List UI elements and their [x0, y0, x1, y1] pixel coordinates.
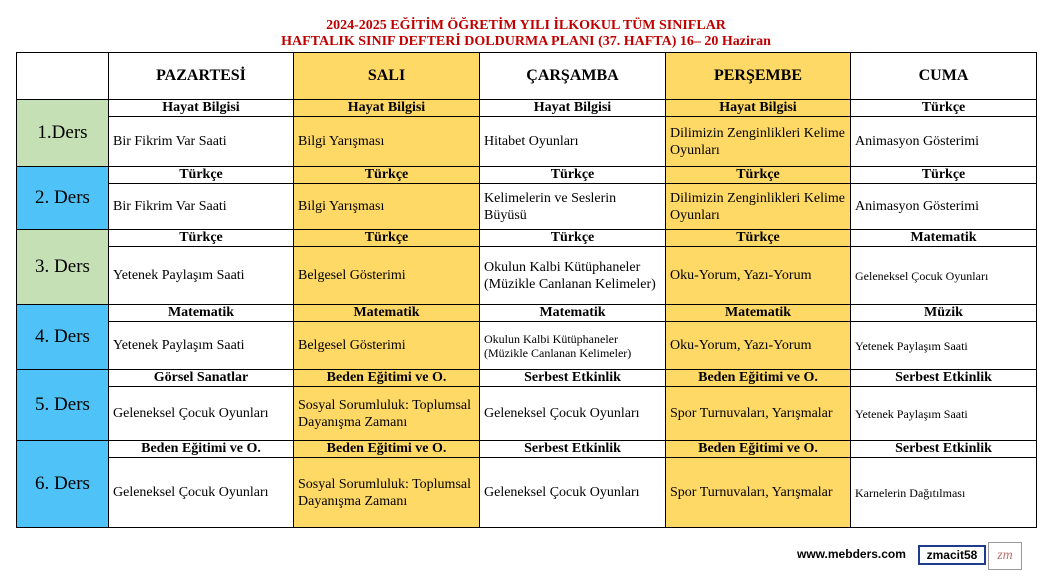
activity-cell: Geleneksel Çocuk Oyunları: [109, 458, 294, 528]
subject-cell: Beden Eğitimi ve O.: [666, 370, 851, 387]
subject-cell: Türkçe: [109, 230, 294, 247]
activity-cell: Bir Fikrim Var Saati: [109, 184, 294, 230]
activity-cell: Geleneksel Çocuk Oyunları: [851, 247, 1037, 305]
subject-row: [17, 441, 1037, 458]
activity-cell: Geleneksel Çocuk Oyunları: [480, 458, 666, 528]
activity-row: [17, 458, 1037, 528]
activity-cell: Yetenek Paylaşım Saati: [109, 322, 294, 370]
activity-cell: Bilgi Yarışması: [294, 117, 480, 167]
subject-cell: Beden Eğitimi ve O.: [294, 370, 480, 387]
subject-cell: Matematik: [851, 230, 1037, 247]
subject-cell: Hayat Bilgisi: [109, 100, 294, 117]
activity-cell: Sosyal Sorumluluk: Toplumsal Dayanışma Zamanı: [294, 458, 480, 528]
subject-cell: Matematik: [480, 305, 666, 322]
activity-cell: Oku-Yorum, Yazı-Yorum: [666, 247, 851, 305]
subject-cell: Türkçe: [851, 100, 1037, 117]
activity-cell: Spor Turnuvaları, Yarışmalar: [666, 458, 851, 528]
subject-row: [17, 370, 1037, 387]
activity-cell: Animasyon Gösterimi: [851, 184, 1037, 230]
corner-cell: [17, 53, 109, 100]
activity-cell: Belgesel Gösterimi: [294, 247, 480, 305]
subject-cell: Türkçe: [480, 167, 666, 184]
activity-cell: Belgesel Gösterimi: [294, 322, 480, 370]
activity-cell: Bilgi Yarışması: [294, 184, 480, 230]
subject-cell: Serbest Etkinlik: [480, 441, 666, 458]
activity-cell: Animasyon Gösterimi: [851, 117, 1037, 167]
subject-row: [17, 305, 1037, 322]
subject-cell: Görsel Sanatlar: [109, 370, 294, 387]
day-header-wednesday: ÇARŞAMBA: [480, 53, 666, 100]
activity-cell: Oku-Yorum, Yazı-Yorum: [666, 322, 851, 370]
activity-cell: Okulun Kalbi Kütüphaneler (Müzikle Canlanan Kelimeler): [480, 322, 666, 370]
subject-cell: Türkçe: [109, 167, 294, 184]
author-badge: zmacit58: [918, 545, 986, 565]
subject-cell: Türkçe: [480, 230, 666, 247]
activity-cell: Geleneksel Çocuk Oyunları: [480, 387, 666, 441]
zm-logo-icon: zm: [988, 542, 1022, 570]
day-header-tuesday: SALI: [294, 53, 480, 100]
activity-cell: Geleneksel Çocuk Oyunları: [109, 387, 294, 441]
activity-cell: Hitabet Oyunları: [480, 117, 666, 167]
day-header-monday: PAZARTESİ: [109, 53, 294, 100]
activity-cell: Karnelerin Dağıtılması: [851, 458, 1037, 528]
lesson-label: 2. Ders: [17, 167, 109, 230]
lesson-label: 5. Ders: [17, 370, 109, 441]
day-header-friday: CUMA: [851, 53, 1037, 100]
subject-cell: Matematik: [666, 305, 851, 322]
subject-cell: Serbest Etkinlik: [480, 370, 666, 387]
activity-cell: Yetenek Paylaşım Saati: [109, 247, 294, 305]
lesson-label: 4. Ders: [17, 305, 109, 370]
footer-site-link[interactable]: www.mebders.com: [797, 547, 906, 561]
title-line-2: HAFTALIK SINIF DEFTERİ DOLDURMA PLANI (37. HAFTA) 16– 20 Haziran: [281, 34, 771, 49]
activity-row: [17, 387, 1037, 441]
subject-cell: Türkçe: [851, 167, 1037, 184]
subject-cell: Hayat Bilgisi: [480, 100, 666, 117]
subject-cell: Hayat Bilgisi: [294, 100, 480, 117]
subject-row: [17, 100, 1037, 117]
activity-row: [17, 322, 1037, 370]
title-line-1: 2024-2025 EĞİTİM ÖĞRETİM YILI İLKOKUL TÜM SINIFLAR: [326, 18, 726, 33]
subject-row: [17, 167, 1037, 184]
subject-cell: Türkçe: [294, 167, 480, 184]
subject-row: [17, 230, 1037, 247]
activity-cell: Bir Fikrim Var Saati: [109, 117, 294, 167]
subject-cell: Beden Eğitimi ve O.: [109, 441, 294, 458]
subject-cell: Türkçe: [294, 230, 480, 247]
activity-cell: Dilimizin Zenginlikleri Kelime Oyunları: [666, 117, 851, 167]
subject-cell: Türkçe: [666, 167, 851, 184]
activity-cell: Okulun Kalbi Kütüphaneler (Müzikle Canlanan Kelimeler): [480, 247, 666, 305]
lesson-label: 1.Ders: [17, 100, 109, 167]
activity-row: [17, 247, 1037, 305]
activity-row: [17, 117, 1037, 167]
subject-cell: Hayat Bilgisi: [666, 100, 851, 117]
weekly-plan-table: [16, 52, 1037, 528]
activity-cell: Dilimizin Zenginlikleri Kelime Oyunları: [666, 184, 851, 230]
lesson-label: 6. Ders: [17, 441, 109, 528]
activity-cell: Kelimelerin ve Seslerin Büyüsü: [480, 184, 666, 230]
lesson-label: 3. Ders: [17, 230, 109, 305]
subject-cell: Müzik: [851, 305, 1037, 322]
activity-row: [17, 184, 1037, 230]
activity-cell: Yetenek Paylaşım Saati: [851, 322, 1037, 370]
subject-cell: Matematik: [109, 305, 294, 322]
activity-cell: Sosyal Sorumluluk: Toplumsal Dayanışma Zamanı: [294, 387, 480, 441]
activity-cell: Spor Turnuvaları, Yarışmalar: [666, 387, 851, 441]
subject-cell: Beden Eğitimi ve O.: [666, 441, 851, 458]
header-row: [17, 53, 1037, 100]
subject-cell: Türkçe: [666, 230, 851, 247]
subject-cell: Serbest Etkinlik: [851, 370, 1037, 387]
subject-cell: Beden Eğitimi ve O.: [294, 441, 480, 458]
activity-cell: Yetenek Paylaşım Saati: [851, 387, 1037, 441]
day-header-thursday: PERŞEMBE: [666, 53, 851, 100]
subject-cell: Matematik: [294, 305, 480, 322]
subject-cell: Serbest Etkinlik: [851, 441, 1037, 458]
